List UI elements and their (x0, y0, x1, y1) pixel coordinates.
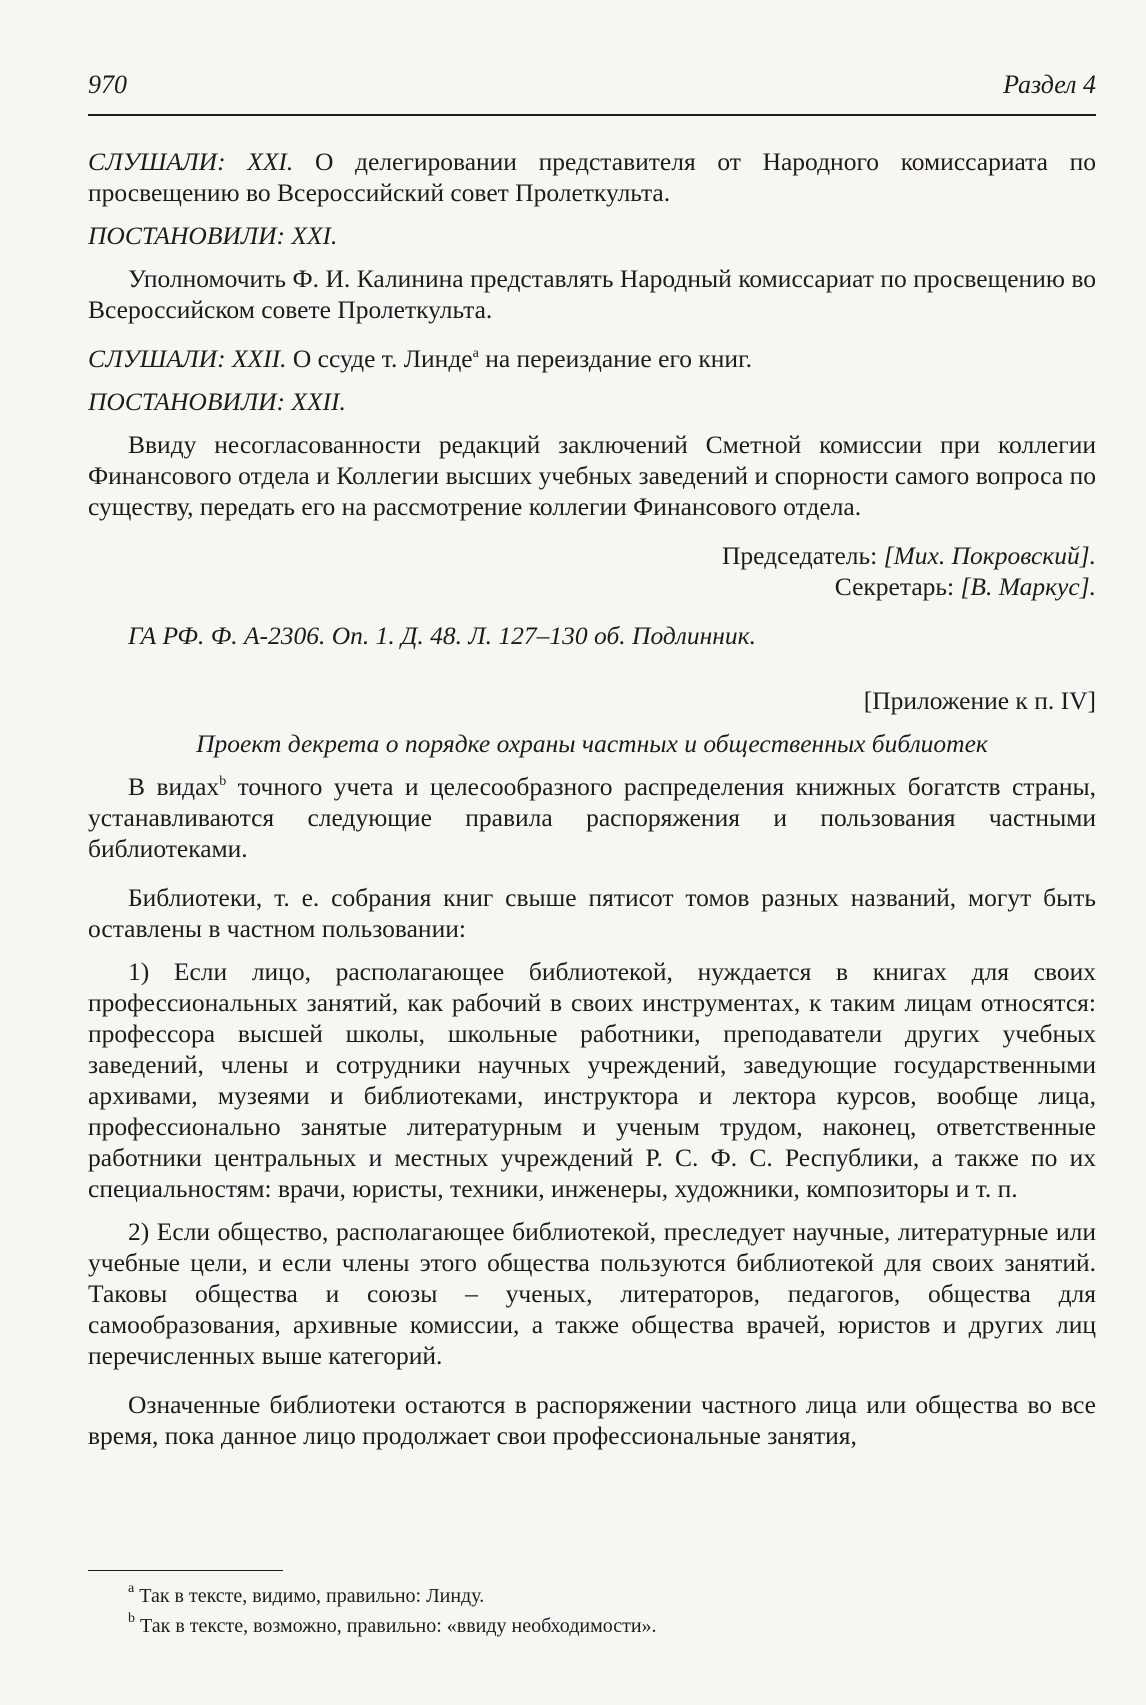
page-body (88, 146, 1096, 1451)
resolved-22-text: Ввиду несогласованности редакций заключений Сметной комиссии при коллегии Финансового отдела и Коллегии высших учебных заведений и спорности самого вопроса по существу, передать его на рассмотрение коллегии Финансового отдела. (88, 430, 1096, 521)
footnote-b: $^b$ Так в тексте, возможно, правильно: «ввиду необходимости». (128, 1611, 657, 1637)
appendix-title: Проект декрета о порядке охраны частных и общественных библиотек (196, 729, 988, 758)
footnote-ref-a: a (472, 346, 479, 361)
appendix-paragraph-5: Означенные библиотеки остаются в распоряжении частного лица или общества во все время, пока данное лицо продолжает свои профессиональные занятия, (88, 1390, 1096, 1450)
resolved-22-label: ПОСТАНОВИЛИ: XXII. (88, 387, 346, 416)
footnotes (128, 1581, 657, 1641)
resolved-21-label: ПОСТАНОВИЛИ: XXI. (88, 221, 338, 250)
footnote-divider (88, 1570, 283, 1571)
appendix-label: [Приложение к п. IV] (863, 686, 1096, 715)
section-title: Раздел 4 (1003, 70, 1096, 99)
page-header (88, 70, 1096, 116)
resolved-21-text: Уполномочить Ф. И. Калинина представлять Народный комиссариат по просвещению во Всероссийском совете Пролеткульта. (88, 264, 1096, 324)
footnote-a: $^a$ Так в тексте, видимо, правильно: Линду. (128, 1581, 485, 1607)
archive-reference: ГА РФ. Ф. А-2306. Оп. 1. Д. 48. Л. 127–130 об. Подлинник. (128, 621, 756, 650)
footnote-ref-b: b (219, 774, 227, 789)
heard-21: СЛУШАЛИ: XXI. О делегировании представителя от Народного комиссариата по просвещению во Всероссийский совет Пролеткульта. (88, 147, 1096, 207)
chairman-signature: Председатель: [Мих. Покровский]. (721, 541, 1096, 570)
appendix-paragraph-3: 1) Если лицо, располагающее библиотекой, нуждается в книгах для своих профессиональных занятий, как рабочий в своих инструментах, к таким лицам относятся: профессора высшей школы, школьные работники, преподаватели других учебных заведений, члены и сотрудники научных учреждений, заведующие государственными архивами, музеями и библиотеками, инструктора и лектора курсов, вообще лица, профессионально занятые литературным и ученым трудом, наконец, ответственные работники центральных и местных учреждений Р. С. Ф. С. Республики, а также по их специальностям: врачи, юристы, техники, инженеры, художники, композиторы и т. п. (88, 957, 1096, 1203)
appendix-paragraph-2: Библиотеки, т. е. собрания книг свыше пятисот томов разных названий, могут быть оставлены в частном пользовании: (88, 883, 1096, 943)
appendix-paragraph-4: 2) Если общество, располагающее библиотекой, преследует научные, литературные или учебные цели, и если члены этого общества пользуются библиотекой для своих занятий. Таковы общества и союзы – ученых, литераторов, педагогов, общества для самообразования, архивные комиссии, а также общества врачей, юристов и других лиц перечисленных выше категорий. (88, 1217, 1096, 1370)
appendix-paragraph-1: В видах$^b$ точного учета и целесообразного распределения книжных богатств страны, устанавливаются следующие правила распоряжения и пользования частными библиотеками. (88, 772, 1096, 863)
secretary-signature: Секретарь: [В. Маркус]. (834, 572, 1096, 601)
page-number: 970 (88, 70, 127, 99)
heard-22: СЛУШАЛИ: XXII. О ссуде т. Линде$^a$ на переиздание его книг. (88, 344, 753, 373)
